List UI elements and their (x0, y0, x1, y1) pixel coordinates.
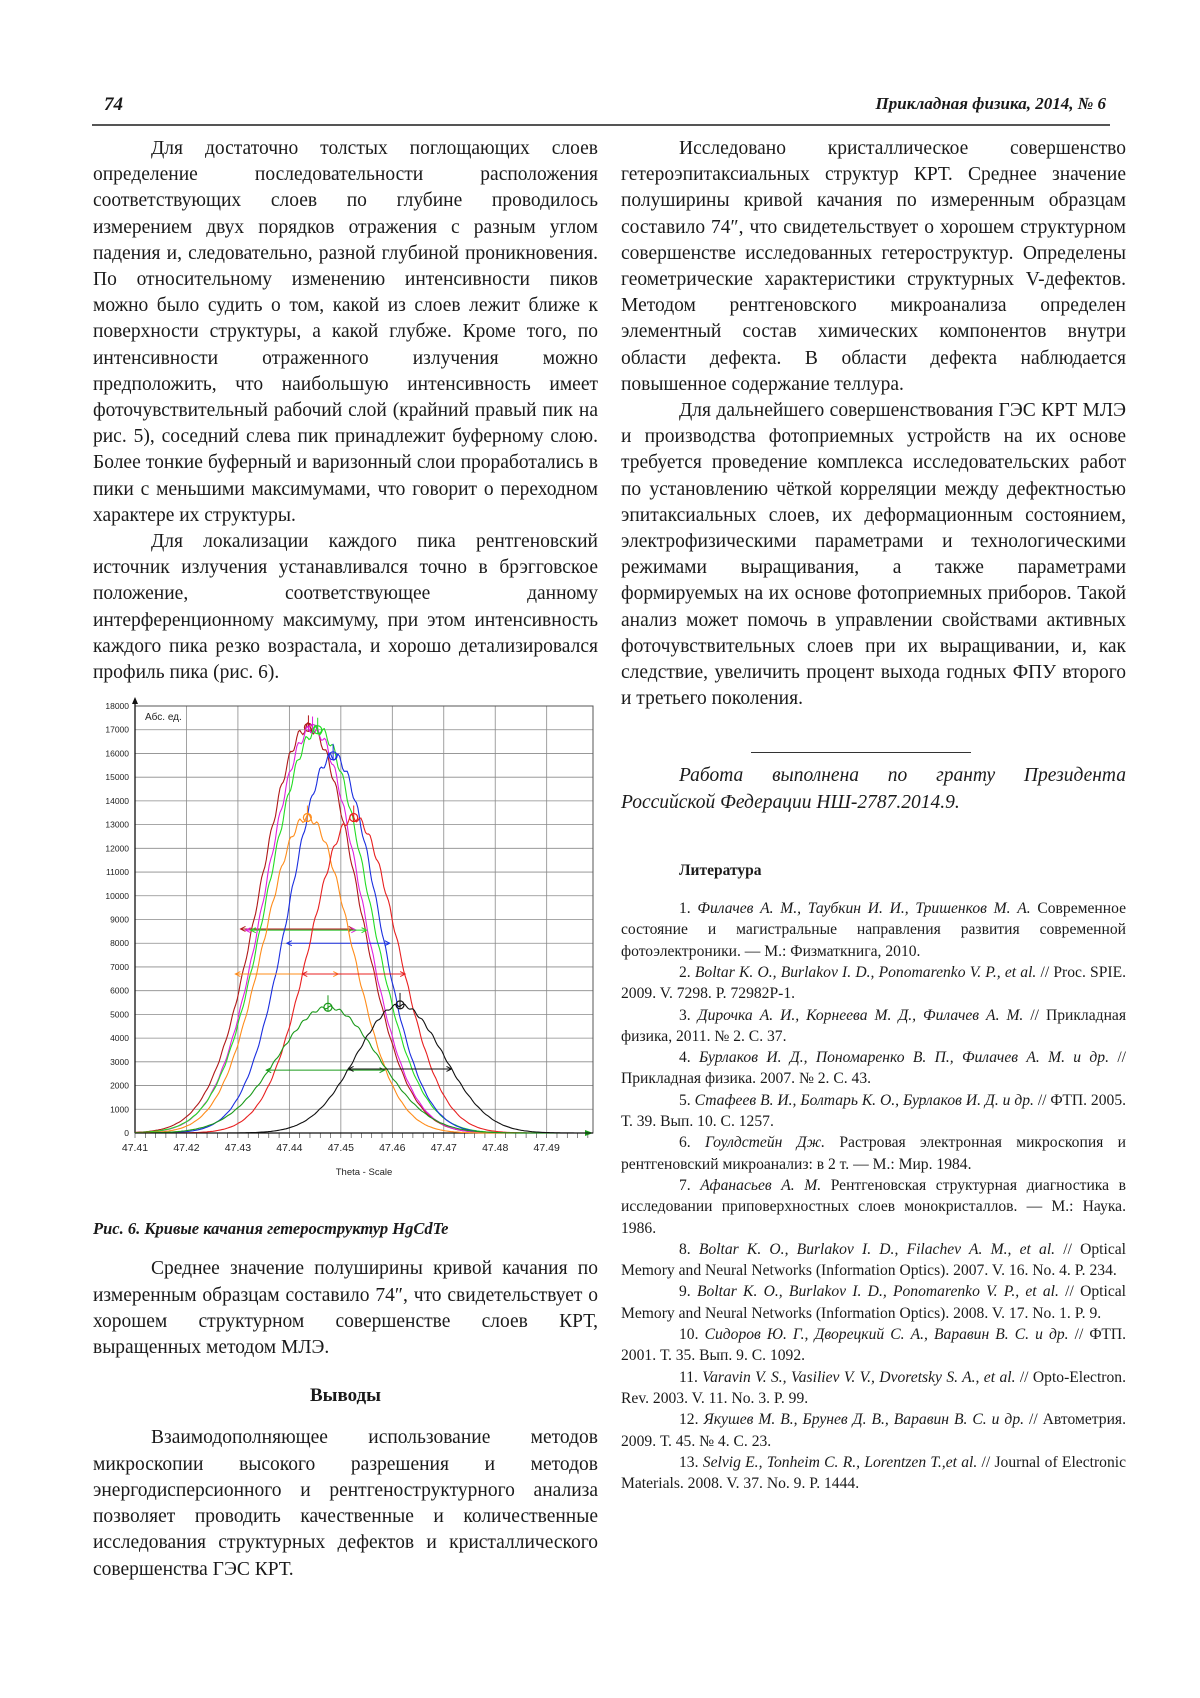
journal-title: Прикладная физика, 2014, № 6 (875, 94, 1106, 113)
curve-dark-red (135, 723, 593, 1133)
y-tick-label: 15000 (105, 772, 129, 783)
body-paragraph: Для локализации каждого пика рентгеновский источник излучения устанавливался точно в брэгговское положение, соответствующее данному интерференционному максимуму, при этом интенсивность каждого пика резко возрастала, и хорошо детализировался профиль пика (рис. 6). (93, 531, 598, 684)
y-axis-label: Абс. ед. (145, 712, 182, 724)
y-tick-label: 4000 (110, 1033, 129, 1044)
x-tick-label: 47.41 (121, 1142, 149, 1155)
reference-number: 11. (679, 1368, 703, 1386)
reference-authors: Сидоров Ю. Г., Дворецкий С. А., Варавин В. С. и др. (704, 1326, 1069, 1344)
reference-number: 6. (679, 1134, 706, 1152)
body-paragraph: Взаимодополняющее использование методов микроскопии высокого разрешения и методов энергодисперсионного и рентгеноструктурного анализа позволяет проводить качественные и количественные исследования структурных дефектов и кристаллического совершенства ГЭС КРТ. (93, 1427, 598, 1580)
reference-item (621, 1175, 1126, 1239)
reference-item (621, 1367, 1126, 1410)
reference-source: // Optical Memory and Neural Networks (Information Optics). 2007. V. 16. No. 4. P. 234. (621, 1240, 1127, 1280)
x-tick-label: 47.49 (533, 1142, 560, 1155)
reference-source: // Proc. SPIE. 2009. V. 7298. P. 72982P-1. (621, 963, 1126, 1003)
reference-authors: Гоулдстейн Дж. (705, 1134, 826, 1152)
x-tick-label: 47.46 (379, 1142, 406, 1155)
reference-authors: Varavin V. S., Vasiliev V. V., Dvoretsky S. A., et al. (702, 1368, 1016, 1386)
reference-source: // Journal of Electronic Materials. 2008. V. 37. No. 9. P. 1444. (621, 1453, 1126, 1493)
y-tick-label: 9000 (110, 914, 129, 925)
reference-number: 1. (679, 900, 698, 918)
reference-item (621, 1324, 1126, 1367)
y-tick-label: 17000 (105, 724, 129, 735)
x-tick-label: 47.43 (224, 1142, 252, 1155)
x-tick-label: 47.42 (173, 1142, 200, 1155)
reference-authors: Boltar K. O., Burlakov I. D., Ponomarenko V. P., et al. (694, 963, 1037, 981)
references-title: Литература (679, 861, 762, 879)
right-column (621, 136, 1126, 1494)
reference-item (621, 1090, 1126, 1133)
reference-number: 7. (679, 1176, 701, 1194)
y-tick-label: 14000 (105, 796, 129, 807)
reference-item (621, 1409, 1126, 1452)
y-tick-label: 5000 (110, 1009, 129, 1020)
body-paragraph: Для дальнейшего совершенствования ГЭС КРТ МЛЭ и производства фотоприемных устройств на их основе требуется проведение комплекса исследовательских работ по установлению чёткой корреляции между дефектностью эпитаксиальных слоев, их деформационным состоянием, электрофизическими параметрами и технологическими режимами выращивания, а также параметрами формируемых на их основе фотоприемных приборов. Такой анализ может помочь в управлении свойствами активных фоточувствительных слоев при их выращивании, и, как следствие, увеличить процент выхода годных ФПУ второго и третьего поколения. (621, 400, 1126, 710)
figure-caption: Рис. 6. Кривые качания гетероструктур HgCdTe (93, 1219, 449, 1239)
y-tick-label: 8000 (110, 938, 129, 949)
reference-authors: Дирочка А. И., Корнеева М. Д., Филачев А. М. (697, 1006, 1024, 1024)
reference-source: // Автометрия. 2009. Т. 45. № 4. С. 23. (621, 1411, 1126, 1450)
y-axis-arrow-icon (132, 697, 138, 704)
y-tick-label: 2000 (110, 1080, 129, 1091)
reference-number: 2. (679, 963, 695, 981)
y-tick-label: 12000 (105, 843, 129, 854)
acknowledgement: Работа выполнена по гранту Президента Российской Федерации НШ-2787.2014.9. (621, 765, 1126, 813)
reference-number: 5. (679, 1091, 695, 1109)
reference-number: 9. (679, 1283, 697, 1301)
reference-source: // ФТП. 2005. Т. 39. Вып. 10. С. 1257. (621, 1091, 1127, 1131)
body-paragraph: Для достаточно толстых поглощающих слоев определение последовательности расположения соответствующих слоев по глубине проводилось измерением двух порядков отражения с разным углом падения и, следовательно, разной глубиной проникновения. По относительному изменению интенсивности пиков можно было судить о том, какой из слоев лежит ближе к поверхности структуры, а какой глубже. Кроме того, по интенсивности отраженного излучения можно предположить, что наибольшую интенсивность имеет фоточувствительный рабочий слой (крайний правый пик на рис. 5), соседний слева пик принадлежит буферному слою. Более тонкие буферный и варизонный слои проработались в пики с меньшими максимумами, что говорит о переходном характере их структуры. (93, 138, 598, 526)
rocking-curve-chart (93, 696, 598, 1216)
page-header (92, 90, 1110, 126)
reference-item (621, 1452, 1126, 1495)
reference-item (621, 1132, 1126, 1175)
reference-source: // Прикладная физика, 2011. № 2. С. 37. (621, 1006, 1127, 1045)
x-tick-label: 47.45 (327, 1142, 354, 1155)
reference-source: Рентгеновская структурная диагностика в исследовании приповерхностных слоев монокристаллов. — М.: Наука. 1986. (621, 1176, 1126, 1237)
y-tick-label: 13000 (105, 819, 129, 830)
reference-source: // Прикладная физика. 2007. № 2. С. 43. (621, 1049, 1126, 1088)
reference-item (621, 1047, 1126, 1090)
y-tick-label: 10000 (105, 891, 129, 902)
reference-authors: Филачев А. М., Таубкин И. И., Тришенков М. А. (697, 900, 1031, 918)
reference-number: 8. (679, 1240, 699, 1258)
body-paragraph: Исследовано кристаллическое совершенство гетероэпитаксиальных структур КРТ. Среднее значение полуширины кривой качания по измеренным образцам составило 74″, что свидетельствует о хорошем структурном совершенстве исследованных гетероструктур. Определены геометрические характеристики структурных V-дефектов. Методом рентгеновского микроанализа определен элементный состав химических компонентов внутри области дефекта. В области дефекта наблюдается повышенное содержание теллура. (621, 138, 1126, 395)
reference-number: 3. (679, 1006, 698, 1024)
reference-authors: Бурлаков И. Д., Пономаренко В. П., Филачев А. М. и др. (699, 1049, 1109, 1067)
separator-line (751, 752, 971, 753)
reference-number: 10. (679, 1326, 705, 1344)
reference-authors: Стафеев В. И., Болтарь К. О., Бурлаков И. Д. и др. (694, 1091, 1034, 1109)
body-paragraph: Среднее значение полуширины кривой качания по измеренным образцам составило 74″, что свидетельствует о хорошем структурном совершенстве слоев КРТ, выращенных методом МЛЭ. (93, 1258, 598, 1359)
y-tick-label: 1000 (110, 1104, 129, 1115)
reference-authors: Якушев М. В., Брунев Д. В., Варавин В. С. и др. (703, 1411, 1025, 1429)
y-tick-label: 11000 (105, 867, 129, 878)
left-column (93, 136, 598, 1583)
y-tick-label: 0 (124, 1128, 129, 1139)
reference-source: // Opto-Electron. Rev. 2003. V. 11. No. 3. P. 99. (621, 1368, 1126, 1407)
reference-number: 4. (679, 1049, 700, 1067)
y-tick-label: 18000 (105, 701, 129, 712)
x-tick-label: 47.47 (430, 1142, 457, 1155)
x-tick-label: 47.48 (482, 1142, 509, 1155)
reference-item (621, 898, 1126, 962)
reference-item (621, 962, 1126, 1005)
reference-source: Современное состояние и магистральные направления развития современной фотоэлектроники. — М.: Физматкнига, 2010. (621, 900, 1127, 960)
x-axis-label: Theta - Scale (335, 1167, 393, 1179)
reference-source: Растровая электронная микроскопия и рентгеновский микроанализ: в 2 т. — М.: Мир. 1984. (621, 1134, 1126, 1173)
reference-source: // Optical Memory and Neural Networks (Information Optics). 2008. V. 17. No. 1. P. 9. (621, 1283, 1126, 1322)
y-tick-label: 7000 (110, 962, 129, 973)
reference-authors: Boltar K. O., Burlakov I. D., Ponomarenko V. P., et al. (696, 1283, 1059, 1301)
y-tick-label: 3000 (110, 1057, 129, 1068)
reference-item (621, 1281, 1126, 1324)
section-title-conclusions: Выводы (309, 1385, 382, 1407)
y-tick-label: 16000 (105, 748, 129, 759)
reference-authors: Boltar K. O., Burlakov I. D., Filachev A. M., et al. (698, 1240, 1056, 1258)
references-list (621, 898, 1126, 1494)
page-number: 74 (104, 94, 123, 115)
y-tick-label: 6000 (110, 985, 129, 996)
reference-source: // ФТП. 2001. Т. 35. Вып. 9. С. 1092. (621, 1326, 1127, 1365)
reference-number: 13. (679, 1453, 703, 1471)
figure-rocking-curves (93, 696, 598, 1216)
reference-authors: Selvig E., Tonheim C. R., Lorentzen T.,et al. (702, 1453, 978, 1471)
reference-authors: Афанасьев А. М. (700, 1176, 822, 1194)
x-tick-label: 47.44 (276, 1142, 303, 1155)
reference-item (621, 1005, 1126, 1048)
reference-number: 12. (679, 1411, 704, 1429)
reference-item (621, 1239, 1126, 1282)
